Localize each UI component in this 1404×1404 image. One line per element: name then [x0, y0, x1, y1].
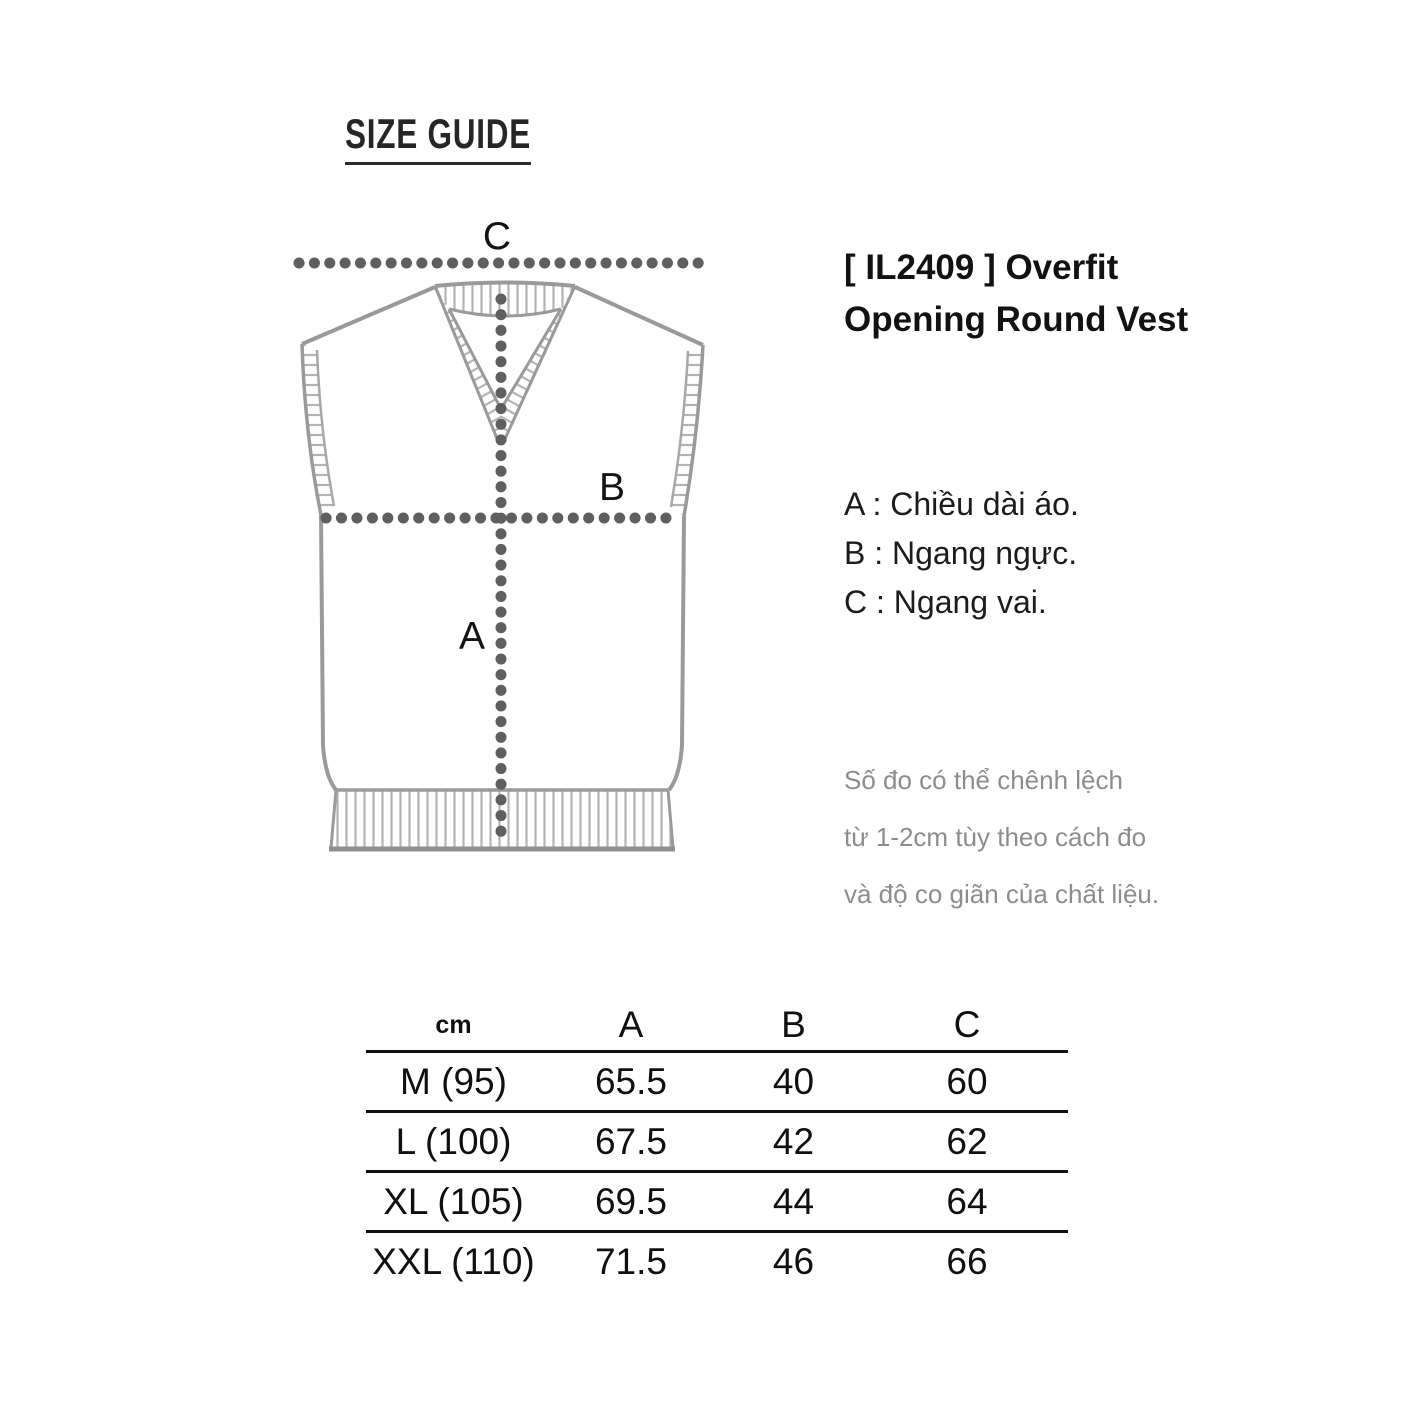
- size-table-col-a: A: [541, 1000, 721, 1052]
- size-table-col-b: B: [721, 1000, 866, 1052]
- value-c: 66: [946, 1240, 988, 1282]
- legend-line-b: B : Ngang ngực.: [844, 535, 1078, 571]
- measure-label-b: B: [598, 466, 626, 509]
- product-title-line2: Opening Round Vest: [844, 300, 1189, 339]
- value-c: 62: [866, 1112, 1068, 1172]
- value-a: 67.5: [541, 1112, 721, 1172]
- value-a: 71.5: [594, 1240, 667, 1282]
- size-table-container: [366, 1000, 1068, 1290]
- table-row-l: [366, 1112, 1068, 1172]
- value-a: 69.5: [541, 1172, 721, 1232]
- value-b: 42: [721, 1112, 866, 1172]
- size-table: [366, 1000, 1068, 1290]
- size-label: M (95): [366, 1052, 541, 1112]
- measure-label-c: C: [482, 215, 512, 258]
- product-title: [844, 242, 1188, 346]
- size-label: XXL (110): [372, 1240, 535, 1282]
- value-b: 40: [721, 1052, 866, 1112]
- armhole-band-right: [671, 345, 703, 516]
- size-label: L (100): [366, 1112, 541, 1172]
- note-line-2: từ 1-2cm tùy theo cách đo: [844, 822, 1147, 852]
- note-line-3: và độ co giãn của chất liệu.: [844, 879, 1160, 909]
- size-table-unit-header: cm: [366, 1000, 541, 1052]
- product-title-line1: [ IL2409 ] Overfit: [844, 248, 1119, 287]
- legend-line-c: C : Ngang vai.: [844, 584, 1047, 620]
- tolerance-note: [844, 752, 1159, 923]
- table-row-xxl: [366, 1232, 1068, 1291]
- measurement-legend: [844, 480, 1079, 627]
- page-title: SIZE GUIDE: [345, 110, 531, 165]
- table-row-xl: [366, 1172, 1068, 1232]
- value-b: 46: [772, 1240, 815, 1282]
- value-c: 60: [866, 1052, 1068, 1112]
- measure-label-a: A: [458, 615, 486, 658]
- size-table-header-row: [366, 1000, 1068, 1052]
- note-line-1: Số đo có thể chênh lệch: [844, 765, 1123, 795]
- size-table-col-c: C: [866, 1000, 1068, 1052]
- table-row-m: [366, 1052, 1068, 1112]
- armhole-band-left: [302, 344, 334, 515]
- value-b: 44: [721, 1172, 866, 1232]
- legend-line-a: A : Chiều dài áo.: [844, 486, 1079, 522]
- size-label: XL (105): [366, 1172, 541, 1232]
- value-a: 65.5: [541, 1052, 721, 1112]
- value-c: 64: [866, 1172, 1068, 1232]
